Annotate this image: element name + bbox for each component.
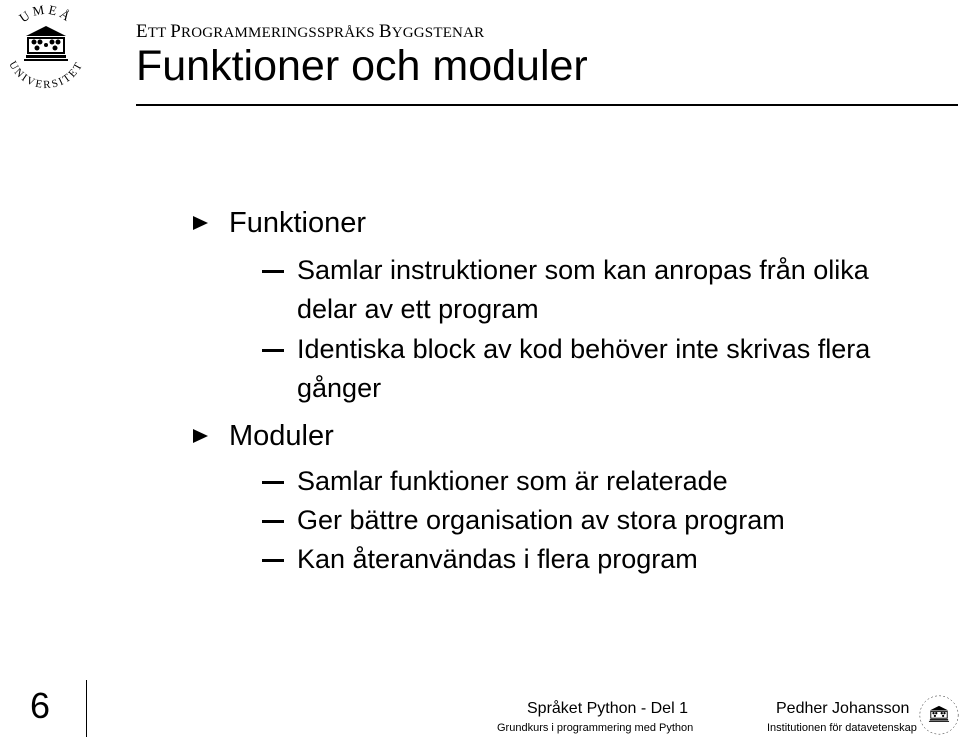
footer-department: Institutionen för datavetenskap (767, 722, 917, 734)
footer-divider (86, 680, 87, 737)
logo-text-top: UMEÅ (16, 1, 76, 26)
subitem-line: Ger bättre organisation av stora program (297, 505, 785, 535)
subitem-line: delar av ett program (297, 294, 539, 324)
svg-text:UMEÅ (16, 1, 75, 25)
logo-text-bottom: UNIVERSITET (6, 59, 86, 92)
subitem-line: gånger (297, 373, 382, 403)
bullet-heading-moduler: Moduler (229, 420, 334, 452)
subitem-line: Kan återanvändas i flera program (297, 544, 698, 574)
subitem-line: Identiska block av kod behöver inte skrivas flera (297, 334, 871, 364)
title-divider (136, 104, 958, 106)
dash-icon (262, 481, 284, 484)
supertitle-rest-2: ROGRAMMERINGSSPRÅKS (181, 25, 379, 41)
footer-course-name: Grundkurs i programmering med Python (497, 722, 694, 734)
footer-author: Pedher Johansson (776, 700, 910, 717)
subitem-line: Samlar funktioner som är relaterade (297, 466, 728, 496)
dash-icon (262, 270, 284, 273)
dash-icon (262, 520, 284, 523)
supertitle-rest-1: TT (147, 25, 171, 41)
bullet-heading-funktioner: Funktioner (229, 207, 367, 239)
supertitle-initial-3: B (378, 21, 392, 42)
slide-title: Funktioner och moduler (136, 42, 588, 90)
supertitle-initial-2: P (170, 21, 181, 42)
supertitle-rest-3: YGGSTENAR (391, 25, 485, 41)
page-number: 6 (30, 685, 51, 726)
subitem-line: Samlar instruktioner som kan anropas från olika (297, 255, 869, 285)
university-logo-small (918, 694, 960, 736)
logo-emblem (24, 26, 68, 61)
dash-icon (262, 349, 284, 352)
dash-icon (262, 559, 284, 562)
svg-text:UNIVERSITET (6, 59, 85, 91)
footer-course-title: Språket Python - Del 1 (527, 700, 688, 717)
supertitle-initial-1: E (136, 21, 148, 42)
bullet-triangle-icon (193, 216, 208, 230)
bullet-triangle-icon (193, 429, 208, 443)
university-logo (0, 0, 92, 92)
section-supertitle (136, 22, 484, 41)
